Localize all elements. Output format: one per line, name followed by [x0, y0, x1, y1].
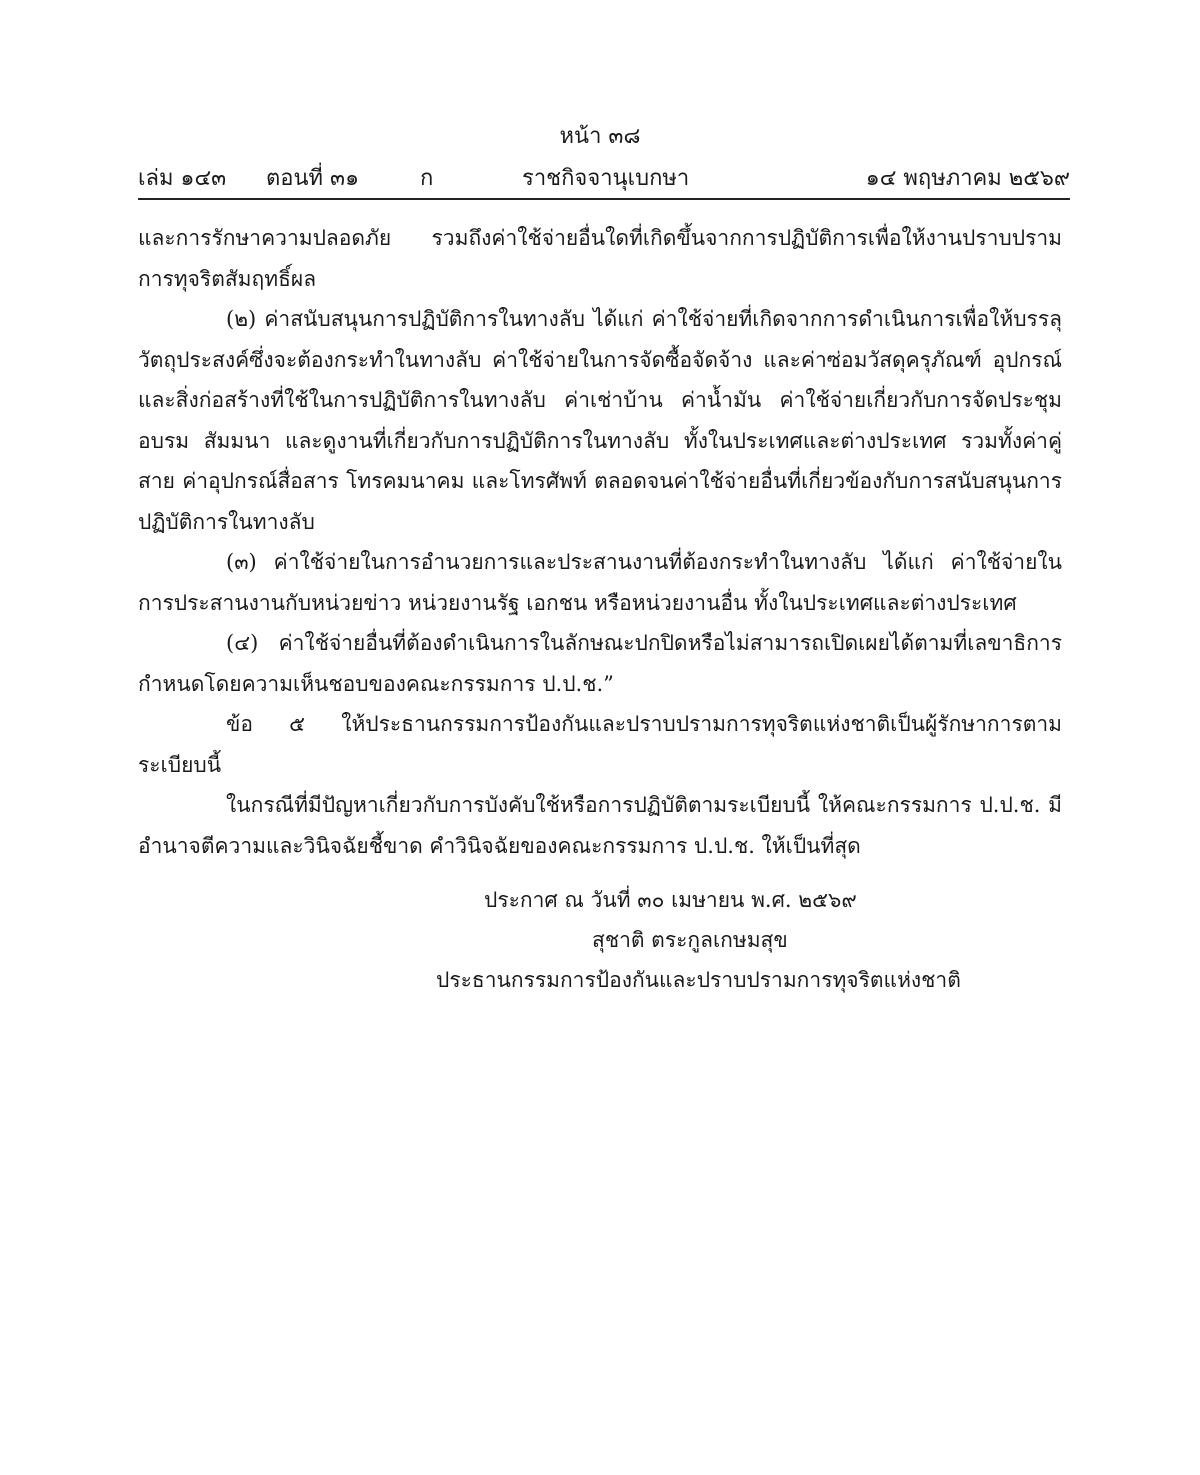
regulation-body — [138, 218, 1062, 866]
paragraph: (๒) ค่าสนับสนุนการปฏิบัติการในทางลับ ได้แก่ ค่าใช้จ่ายที่เกิดจากการดำเนินการเพื่อให้บรรลุวัตถุประสงค์ซึ่งจะต้องกระทำในทางลับ ค่าใช้จ่ายในการจัดซื้อจัดจ้าง และค่าซ่อมวัสดุครุภัณฑ์ อุปกรณ์ และสิ่งก่อสร้างที่ใช้ในการปฏิบัติการในทางลับ ค่าเช่าบ้าน ค่าน้ำมัน ค่าใช้จ่ายเกี่ยวกับการจัดประชุม อบรม สัมมนา และดูงานที่เกี่ยวกับการปฏิบัติการในทางลับ ทั้งในประเทศและต่างประเทศ รวมทั้งค่าคู่สาย ค่าอุปกรณ์สื่อสาร โทรคมนาคม และโทรศัพท์ ตลอดจนค่าใช้จ่ายอื่นที่เกี่ยวข้องกับการสนับสนุนการปฏิบัติการในทางลับ — [138, 307, 1062, 534]
paragraph: (๔) ค่าใช้จ่ายอื่นที่ต้องดำเนินการในลักษณะปกปิดหรือไม่สามารถเปิดเผยได้ตามที่เลขาธิการกำหนดโดยความเห็นชอบของคณะกรรมการ ป.ป.ช.” — [138, 631, 1062, 696]
gazette-header — [138, 162, 1070, 196]
signatory-name: สุชาติ ตระกูลเกษมสุข — [592, 928, 788, 952]
page-number: หน้า ๓๘ — [559, 124, 641, 149]
volume-number: เล่ม ๑๔๓ — [138, 166, 227, 191]
publication-date: ๑๔ พฤษภาคม ๒๕๖๙ — [865, 166, 1070, 191]
section-letter: ก — [420, 166, 434, 191]
paragraph: (๓) ค่าใช้จ่ายในการอำนวยการและประสานงานที่ต้องกระทำในทางลับ ได้แก่ ค่าใช้จ่ายในการประสานงานกับหน่วยข่าว หน่วยงานรัฐ เอกชน หรือหน่วยงานอื่น ทั้งในประเทศและต่างประเทศ — [138, 550, 1062, 615]
paragraph: ข้อ ๕ ให้ประธานกรรมการป้องกันและปราบปรามการทุจริตแห่งชาติเป็นผู้รักษาการตามระเบียบนี้ — [138, 712, 1062, 777]
paragraph: ในกรณีที่มีปัญหาเกี่ยวกับการบังคับใช้หรือการปฏิบัติตามระเบียบนี้ ให้คณะกรรมการ ป.ป.ช. มีอำนาจตีความและวินิจฉัยชี้ขาด คำวินิจฉัยของคณะกรรมการ ป.ป.ช. ให้เป็นที่สุด — [138, 793, 1062, 858]
signatory-title: ประธานกรรมการป้องกันและปราบปรามการทุจริตแห่งชาติ — [436, 968, 961, 992]
issue-number: ตอนที่ ๓๑ — [266, 166, 360, 191]
announcement-date: ประกาศ ณ วันที่ ๓๐ เมษายน พ.ศ. ๒๕๖๙ — [484, 888, 857, 912]
header-divider — [138, 198, 1070, 200]
paragraph: และการรักษาความปลอดภัย รวมถึงค่าใช้จ่ายอื่นใดที่เกิดขึ้นจากการปฏิบัติการเพื่อให้งานปราบปรามการทุจริตสัมฤทธิ์ผล — [138, 226, 1062, 291]
gazette-name: ราชกิจจานุเบกษา — [522, 166, 690, 191]
